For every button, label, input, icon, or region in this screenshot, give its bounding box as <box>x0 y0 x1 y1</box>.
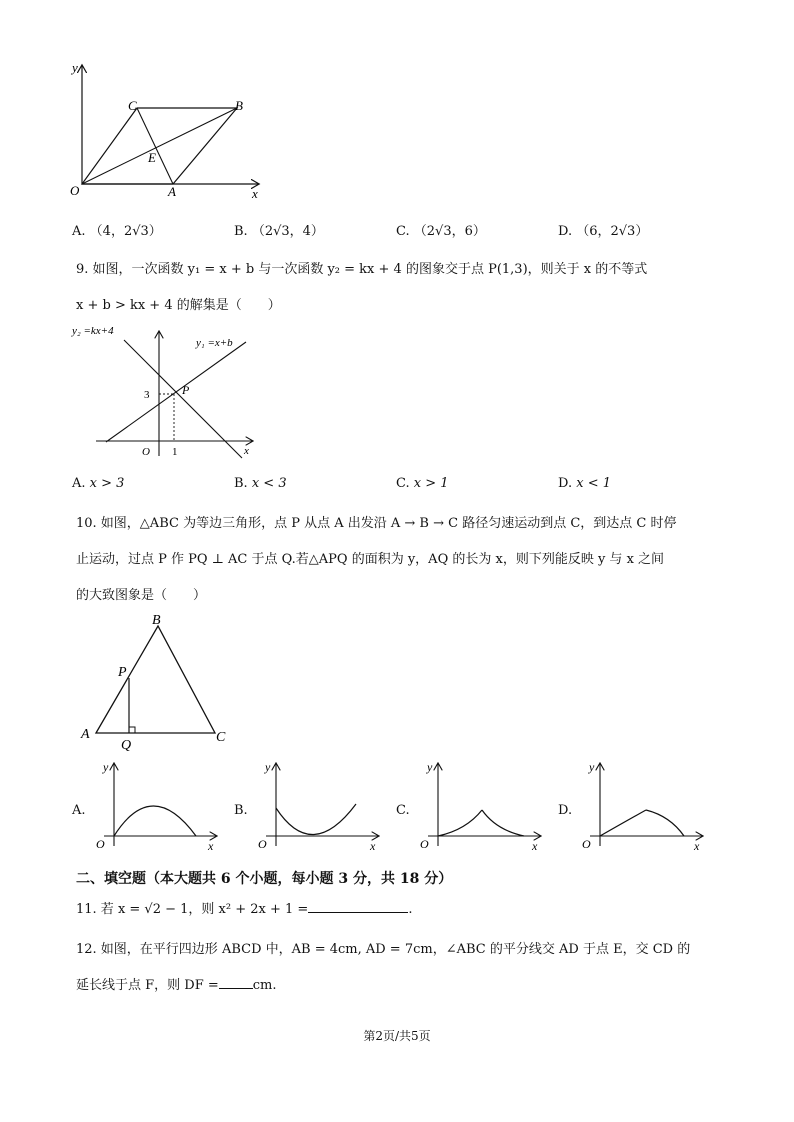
q10-stem-line3: 的大致图象是（ ） <box>76 588 207 603</box>
q8-label-c: C <box>128 98 137 113</box>
q10-option-a-letter[interactable]: A. <box>72 803 86 818</box>
page-footer: 第2页/共5页 <box>363 1029 431 1043</box>
q8-diagonal-ob <box>82 108 237 184</box>
q9-stem-line2: x + b > kx + 4 的解集是（ ） <box>76 298 281 313</box>
q9-label-3: 3 <box>144 389 150 401</box>
q10-stem-line1: 10. 如图，△ABC 为等边三角形，点 P 从点 A 出发沿 A → B → C 路径匀速运动到点 C，到达点 C 时停 <box>76 516 677 531</box>
q8-label-x: x <box>252 186 258 201</box>
q12-stem-line2 <box>76 979 277 992</box>
svg-text:O: O <box>258 837 267 851</box>
q10-triangle <box>96 626 215 733</box>
q8-option-b[interactable]: B. （2√3，4） <box>234 224 324 239</box>
q8-diagonal-ca <box>137 108 173 184</box>
q10-option-b-letter[interactable]: B. <box>234 803 248 818</box>
svg-text:y: y <box>103 760 109 774</box>
section-2-title: 二、填空题（本大题共 6 个小题，每小题 3 分，共 18 分） <box>76 871 453 887</box>
svg-text:y: y <box>265 760 271 774</box>
q10-option-b-graph[interactable] <box>252 758 382 853</box>
svg-text:x: x <box>532 839 538 853</box>
svg-text:y: y <box>427 760 433 774</box>
q9-label-p: P <box>182 383 190 397</box>
q9-option-a[interactable]: A. x > 3 <box>72 476 125 491</box>
svg-text:x: x <box>208 839 214 853</box>
q8-option-d[interactable]: D. （6，2√3） <box>558 224 649 239</box>
q10-triangle-figure <box>78 612 238 752</box>
q9-label-1: 1 <box>172 446 178 458</box>
q10-option-d-graph[interactable] <box>576 758 706 853</box>
q8-option-a[interactable]: A. （4，2√3） <box>72 224 162 239</box>
svg-text:x: x <box>694 839 700 853</box>
q12-stem-line1: 12. 如图，在平行四边形 ABCD 中，AB = 4cm, AD = 7cm，∠ABC 的平分线交 AD 于点 E，交 CD 的 <box>76 942 691 957</box>
q9-label-y2: y₂ =kx+4 <box>72 325 114 337</box>
svg-text:O: O <box>96 837 105 851</box>
q9-option-c[interactable]: C. x > 1 <box>396 476 449 491</box>
q10-label-p: P <box>118 665 127 680</box>
q12-unit: cm. <box>252 978 277 993</box>
q10-label-q: Q <box>121 738 132 753</box>
q10-option-d-letter[interactable]: D. <box>558 803 573 818</box>
q9-label-x: x <box>244 445 249 457</box>
q8-option-c[interactable]: C. （2√3，6） <box>396 224 486 239</box>
q10-option-a-graph[interactable] <box>90 758 220 853</box>
q10-stem-line2: 止运动，过点 P 作 PQ ⊥ AC 于点 Q.若△APQ 的面积为 y，AQ 的长为 x，则下列能反映 y 与 x 之间 <box>76 552 665 567</box>
q9-label-y1: y₁ =x+b <box>196 337 233 349</box>
q8-label-a: A <box>168 184 176 199</box>
q9-option-d[interactable]: D. x < 1 <box>558 476 611 491</box>
svg-text:O: O <box>420 837 429 851</box>
q9-option-b[interactable]: B. x < 3 <box>234 476 287 491</box>
q9-line-y1 <box>106 342 246 442</box>
q8-label-b: B <box>235 98 243 113</box>
q10-option-c-letter[interactable]: C. <box>396 803 410 818</box>
q12-answer-blank[interactable] <box>219 988 253 989</box>
q10-label-c: C <box>216 730 226 745</box>
q9-stem-line1: 9. 如图，一次函数 y₁ = x + b 与一次函数 y₂ = kx + 4 的图象交于点 P(1,3)，则关于 x 的不等式 <box>76 262 648 277</box>
q10-right-angle-mark <box>129 727 135 733</box>
q11-answer-blank[interactable] <box>308 912 408 913</box>
q10-label-b: B <box>152 613 161 628</box>
q10-option-c-graph[interactable] <box>414 758 544 853</box>
q9-figure <box>66 318 266 463</box>
q8-label-y: y <box>72 60 78 75</box>
q11-stem <box>76 903 412 916</box>
q10-label-a: A <box>81 727 90 742</box>
svg-text:x: x <box>370 839 376 853</box>
q8-label-o: O <box>70 183 80 198</box>
q12-text: 延长线于点 F，则 DF = <box>76 978 219 993</box>
q11-suffix: . <box>408 902 413 917</box>
q11-text: 11. 若 x = √2 − 1，则 x² + 2x + 1 = <box>76 902 309 917</box>
q9-label-o: O <box>142 446 150 458</box>
q8-figure <box>60 58 280 206</box>
q8-label-e: E <box>148 150 156 165</box>
svg-text:y: y <box>589 760 595 774</box>
svg-text:O: O <box>582 837 591 851</box>
